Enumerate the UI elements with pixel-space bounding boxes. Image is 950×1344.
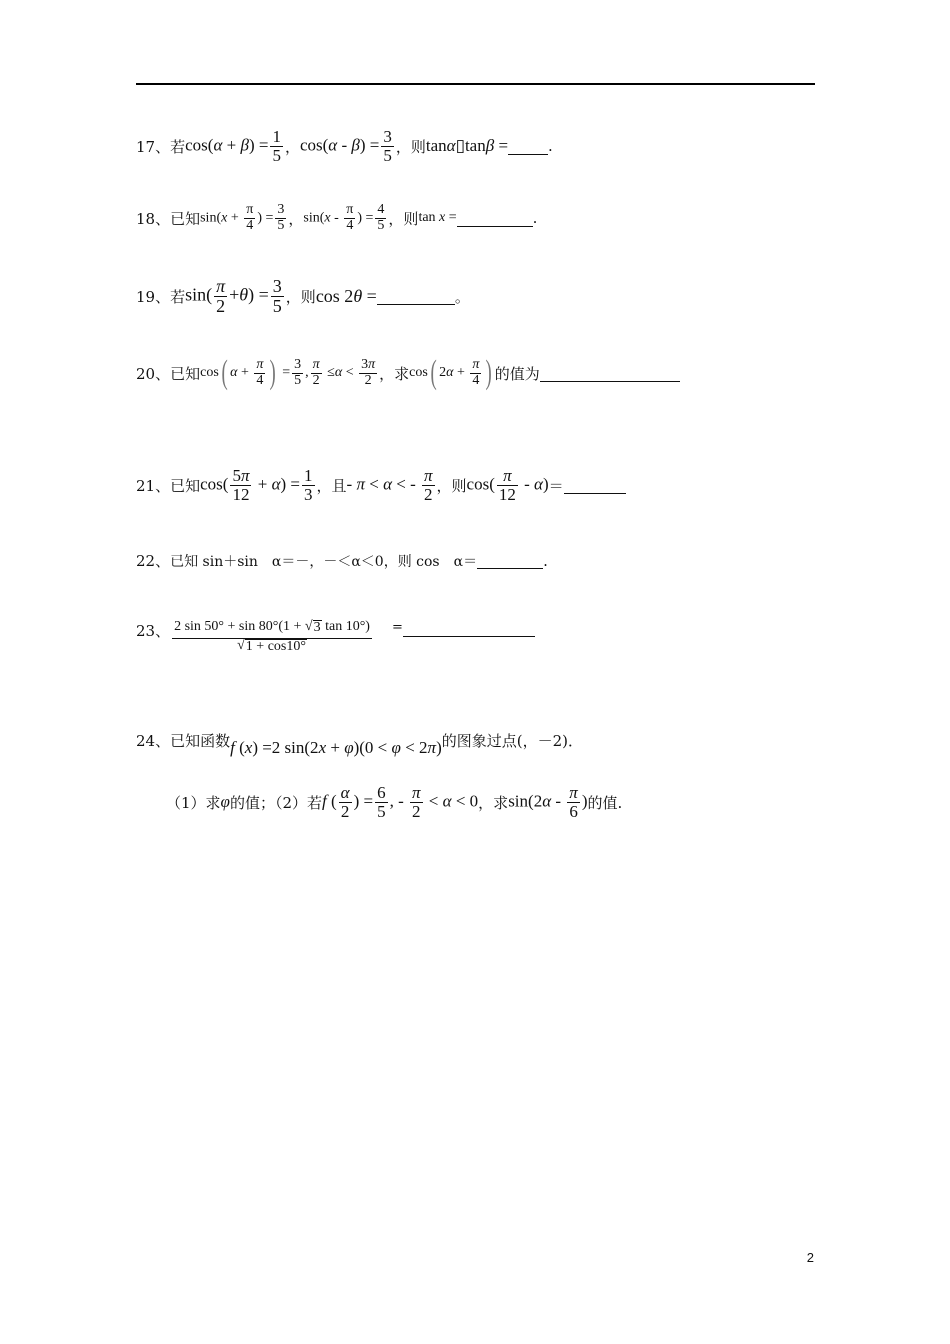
question-24: 24、 已知函数 f (x) =2 sin(2x + φ)(0 < φ < 2π) 的图象过点(，－2)． xyxy=(136,731,583,757)
formula-17a: cos(α + β) = $\frac{1}{5}$ xyxy=(185,127,281,165)
question-number: 24、 xyxy=(136,731,171,750)
formula-17b: cos(α - β) = $\frac{3}{5}$ xyxy=(299,127,392,165)
question-text: 已知 sin＋sin α＝－，－＜α＜0，则 cos α＝ xyxy=(170,553,478,570)
question-24-subparts: （1）求 φ 的值；（2）若 f ( $\frac{\alpha}{2}$ ) = $\frac{6}{5}$ , - $\frac{\pi}{2}$ < α < 0 ，求 sin(2α - $\frac{\pi}{6}$ ) 的值. xyxy=(166,783,623,821)
formula-24b: f ( $\frac{\alpha}{2}$ ) = $\frac{6}{5}$ , - $\frac{\pi}{2}$ < α < 0 xyxy=(322,783,479,821)
question-21: 21、 已知 cos( $\frac{5\pi}{12}$ + α) = $\frac{1}{3}$ ，且 - π < α < - $\frac{\pi}{2}$ ，则 cos( $\frac{\pi}{12}$ - α) ＝ xyxy=(136,467,626,504)
answer-blank[interactable] xyxy=(540,365,680,382)
formula-19a: sin( $\frac{\pi}{2}$ +θ) = $\frac{3}{5}$ xyxy=(185,276,282,316)
question-number: 20、 xyxy=(136,364,171,383)
formula-18c: tan x = xyxy=(418,210,457,226)
page-number: 2 xyxy=(806,1250,814,1265)
question-number: 18、 xyxy=(136,209,171,228)
question-22: 22、 已知 sin＋sin α＝－，－＜α＜0，则 cos α＝ . xyxy=(136,551,548,570)
question-number: 23、 xyxy=(136,622,171,640)
formula-21b: - π < α < - $\frac{\pi}{2}$ xyxy=(346,466,433,504)
formula-24c: sin(2α - $\frac{\pi}{6}$ ) xyxy=(508,783,588,821)
formula-19b: cos 2θ = xyxy=(315,285,377,306)
formula-18b: sin(x - $\frac{\pi}{4}$ ) = $\frac{4}{5}$ xyxy=(303,202,385,233)
answer-blank[interactable] xyxy=(508,138,548,155)
answer-blank[interactable] xyxy=(457,210,533,227)
formula-24: f (x) =2 sin(2x + φ)(0 < φ < 2π) xyxy=(230,738,442,757)
formula-21a: cos( $\frac{5\pi}{12}$ + α) = $\frac{1}{3}$ xyxy=(200,466,313,504)
formula-20b: cos( 2α + $\frac{\pi}{4}$ ) xyxy=(409,354,493,391)
question-18: 18、 已知 sin(x + $\frac{\pi}{4}$ ) = $\frac{3}{5}$ ， sin(x - $\frac{\pi}{4}$ ) = $\frac{4}{5}$ ，则 tan x = . xyxy=(136,202,538,233)
question-20: 20、 已知 cos( α + $\frac{\pi}{4}$ ) = $\frac{3}{5}$ , $\frac{\pi}{2}$ ≤α < $\frac{3\pi}{2}$ ，求 cos( 2α + $\frac{\pi}{4}$ ) 的值为 xyxy=(136,356,680,390)
answer-blank[interactable] xyxy=(377,288,455,305)
formula-17c: tanα▯tanβ = xyxy=(425,136,509,156)
question-17: 17、 若 cos(α + β) = $\frac{1}{5}$ ， cos(α - β) = $\frac{3}{5}$ ，则 tanα▯tanβ = . xyxy=(136,127,553,165)
answer-blank[interactable] xyxy=(564,477,626,494)
formula-23: 2 sin 50° + sin 80°(1 + √ 3 tan 10°) √ 1 + cos10° xyxy=(174,619,370,654)
question-number: 21、 xyxy=(136,476,171,495)
answer-blank[interactable] xyxy=(403,620,535,637)
question-number: 19、 xyxy=(136,287,171,306)
question-19: 19、 若 sin( $\frac{\pi}{2}$ +θ) = $\frac{3}{5}$ ，则 cos 2θ = 。 xyxy=(136,276,470,316)
question-number: 17、 xyxy=(136,137,171,156)
formula-20a: cos( α + $\frac{\pi}{4}$ ) = $\frac{3}{5}$ , $\frac{\pi}{2}$ ≤α < $\frac{3\pi}{2}$ xyxy=(200,354,376,391)
question-23: 23、 2 sin 50° + sin 80°(1 + √ 3 tan 10°) √ 1 + cos10° = xyxy=(136,620,535,654)
header-rule xyxy=(136,83,815,85)
formula-18a: sin(x + $\frac{\pi}{4}$ ) = $\frac{3}{5}$ xyxy=(200,202,285,233)
formula-21c: cos( $\frac{\pi}{12}$ - α) xyxy=(466,466,549,504)
answer-blank[interactable] xyxy=(477,552,543,569)
question-number: 22、 xyxy=(136,552,171,570)
